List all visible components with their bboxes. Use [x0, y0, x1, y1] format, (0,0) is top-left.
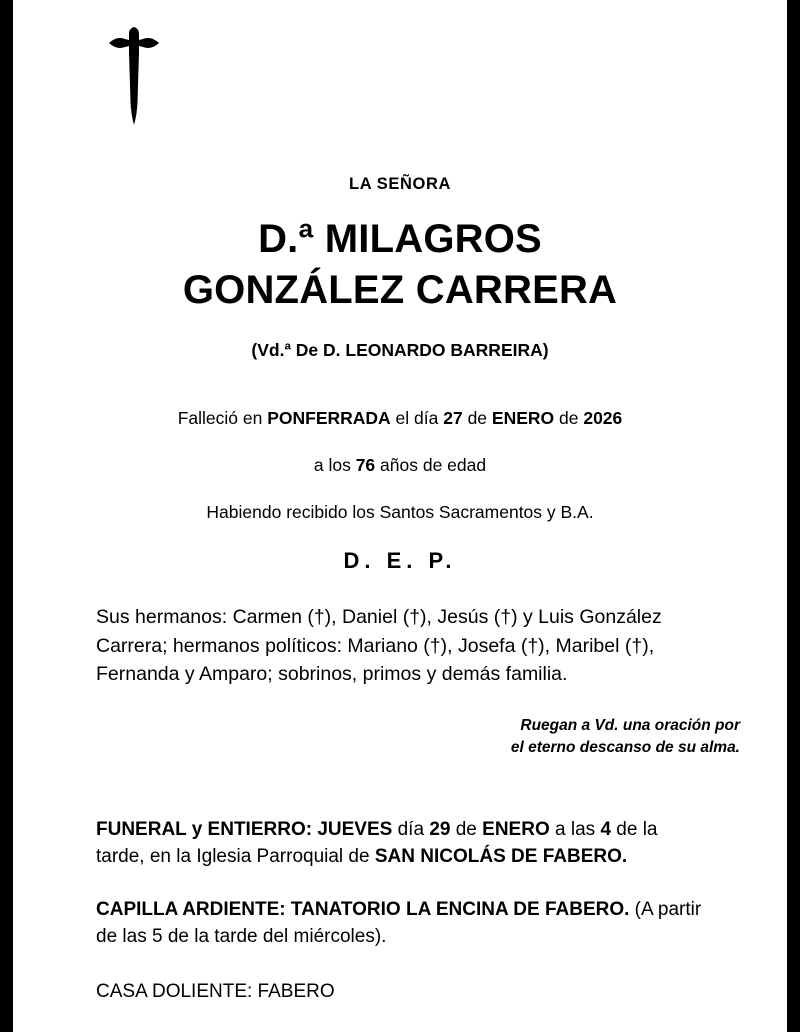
chapel-place: TANATORIO LA ENCINA DE FABERO.	[285, 898, 630, 920]
funeral-day-word: día	[392, 818, 430, 840]
family-paragraph: Sus hermanos: Carmen (†), Daniel (†), Jesús (†) y Luis González Carrera; hermanos políticos: Mariano (†), Josefa (†), Maribel (†), Fernanda y Amparo; sobrinos, primos y demás familia.	[96, 606, 662, 686]
funeral-month: ENERO	[482, 818, 550, 840]
death-place: PONFERRADA	[267, 408, 391, 429]
prayer-line-1: Ruegan a Vd. una oración por	[520, 716, 740, 734]
obituary-sheet	[13, 0, 787, 1032]
chapel-note: (A partir de las 5 de la tarde del miércoles).	[96, 898, 702, 947]
funeral-church: SAN NICOLÁS DE FABERO.	[374, 845, 628, 867]
death-line	[13, 408, 787, 429]
death-day: 27	[443, 408, 463, 429]
age-value: 76	[355, 455, 376, 476]
funeral-time: 4	[600, 818, 612, 840]
deceased-name	[13, 214, 787, 316]
prayer-line-2: el eterno descanso de su alma.	[510, 739, 740, 757]
widow-of-line: (Vd.ª De D. LEONARDO BARREIRA)	[251, 340, 549, 361]
funeral-time-suffix: de la tarde, en la Iglesia Parroquial de	[96, 818, 658, 867]
page-border-right	[787, 0, 800, 1032]
deceased-name-line-1: D.ª MILAGROS	[258, 217, 542, 261]
funeral-label: FUNERAL y ENTIERRO:	[96, 818, 313, 840]
deceased-name-line-2: GONZÁLEZ CARRERA	[182, 268, 618, 313]
funeral-weekday: JUEVES	[317, 818, 393, 840]
funeral-of: de	[450, 818, 483, 840]
death-year: 2026	[583, 408, 623, 429]
prayer-request	[13, 715, 740, 760]
page-title: LA SEÑORA	[349, 175, 451, 193]
death-prefix: Falleció en	[177, 408, 268, 429]
death-of: de	[462, 408, 492, 429]
funeral-time-word: a las	[549, 818, 601, 840]
chapel-paragraph	[96, 897, 704, 951]
chapel-label: CAPILLA ARDIENTE:	[96, 898, 286, 920]
age-prefix: a los	[313, 455, 356, 476]
sacraments-line: Habiendo recibido los Santos Sacramentos y B.A.	[206, 502, 594, 523]
dep-line: D. E. P.	[343, 548, 457, 574]
page-border-left	[0, 0, 13, 1032]
age-suffix: años de edad	[375, 455, 487, 476]
house-paragraph	[96, 979, 704, 1006]
age-line	[13, 455, 787, 476]
death-mid: el día	[390, 408, 444, 429]
house-place: FABERO	[252, 980, 335, 1002]
funeral-paragraph	[96, 817, 704, 871]
funeral-day: 29	[429, 818, 451, 840]
house-label: CASA DOLIENTE:	[96, 980, 253, 1002]
death-of-2: de	[554, 408, 584, 429]
death-month: ENERO	[491, 408, 555, 429]
